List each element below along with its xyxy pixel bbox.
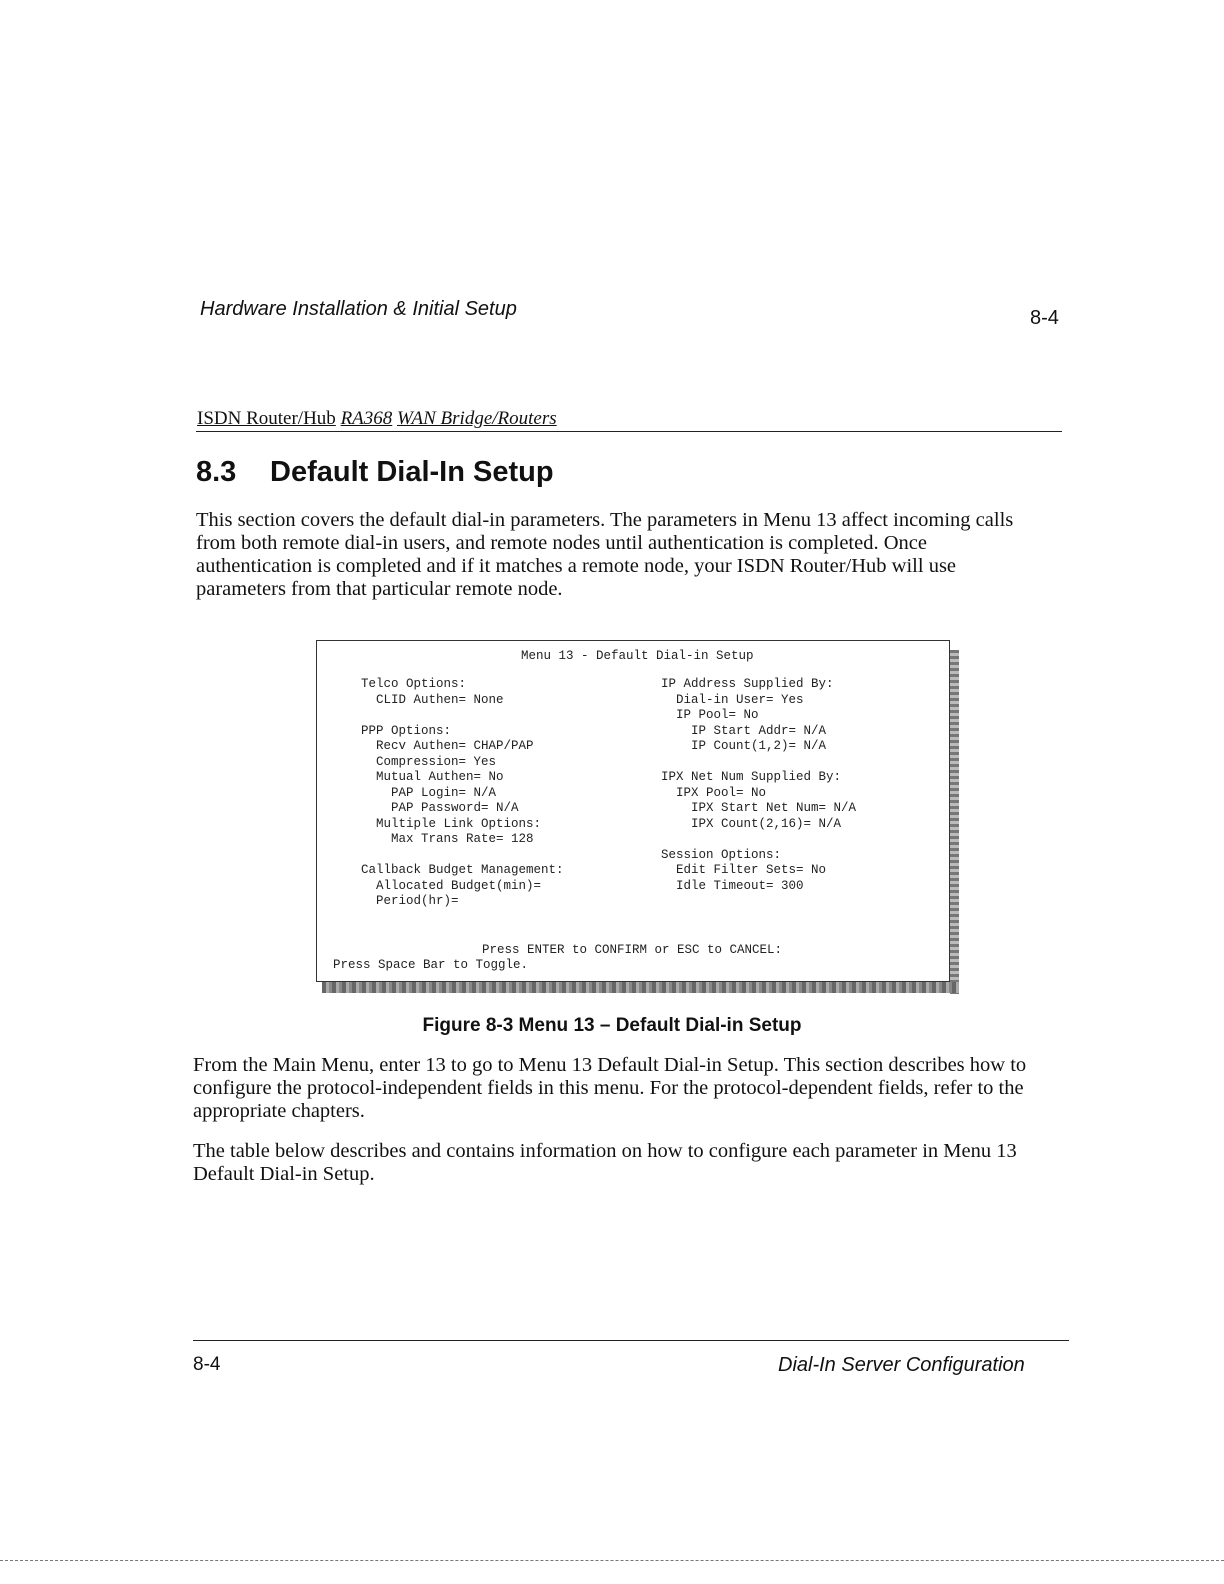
- screen-field-line: Compression= Yes: [361, 754, 497, 769]
- screen-field-line: [361, 708, 564, 724]
- intro-paragraph: This section covers the default dial-in parameters. The parameters in Menu 13 affect incoming calls from both remote dial-in users, and remote nodes until authentication is completed. Once authentication is completed and if it matches a remote node, your ISDN Router/Hub will use parameters from that particular remote node.: [196, 509, 1014, 600]
- footer-rule: [193, 1340, 1069, 1341]
- screen-right-column: [661, 677, 856, 894]
- running-head: [197, 408, 557, 430]
- running-head-product: WAN Bridge/Routers: [397, 408, 557, 429]
- screen-prompt: Press ENTER to CONFIRM or ESC to CANCEL:: [482, 943, 783, 957]
- section-title: Default Dial-In Setup: [270, 456, 554, 488]
- section-number: 8.3: [196, 456, 237, 488]
- scan-edge-line: [0, 1560, 1224, 1561]
- screen-field-line: Max Trans Rate= 128: [361, 832, 534, 846]
- screen-shadow-bottom: [322, 982, 959, 993]
- screen-shadow-right: [950, 650, 959, 994]
- screen-field-line: Session Options:: [661, 847, 782, 862]
- screen-field-line: PPP Options:: [361, 723, 452, 738]
- footer-chapter-title: Dial-In Server Configuration: [778, 1354, 1025, 1376]
- figure-caption: Figure 8-3 Menu 13 – Default Dial-in Setup: [422, 1015, 802, 1036]
- running-head-model: RA368: [340, 408, 393, 429]
- header-rule: [196, 431, 1062, 432]
- screen-field-line: Idle Timeout= 300: [661, 878, 804, 893]
- screen-field-line: Multiple Link Options:: [361, 816, 542, 831]
- page-header-number: 8-4: [1030, 307, 1059, 329]
- body-paragraph-1: From the Main Menu, enter 13 to go to Menu 13 Default Dial-in Setup. This section describes how to configure the protocol-independent fields in this menu. For the protocol-dependent fields, refer to the appropriate chapters.: [193, 1054, 1027, 1122]
- screen-field-line: IP Pool= No: [661, 708, 759, 722]
- screen-field-line: Period(hr)=: [361, 894, 459, 908]
- screen-left-column: [361, 677, 564, 910]
- screen-title: Menu 13 - Default Dial-in Setup: [521, 649, 754, 663]
- section-heading: [196, 456, 554, 489]
- screen-field-line: IPX Net Num Supplied By:: [661, 770, 842, 784]
- screen-field-line: IPX Pool= No: [661, 785, 767, 800]
- screen-field-line: [361, 848, 564, 864]
- body-paragraph-2: The table below describes and contains information on how to configure each parameter in Menu 13 Default Dial-in Setup.: [193, 1140, 1017, 1185]
- screen-field-line: CLID Authen= None: [361, 692, 504, 707]
- screen-field-line: IPX Start Net Num= N/A: [661, 801, 857, 815]
- screen-field-line: [661, 755, 856, 771]
- page-header-title: Hardware Installation & Initial Setup: [200, 298, 517, 320]
- screen-field-line: Telco Options:: [361, 677, 467, 691]
- screen-field-line: Mutual Authen= No: [361, 770, 504, 784]
- screen-toggle-hint: Press Space Bar to Toggle.: [333, 958, 529, 972]
- screen-field-line: [661, 832, 856, 848]
- screen-field-line: Allocated Budget(min)=: [361, 878, 542, 893]
- screen-field-line: IP Address Supplied By:: [661, 677, 834, 691]
- screen-field-line: IP Start Addr= N/A: [661, 723, 827, 738]
- screen-field-line: IPX Count(2,16)= N/A: [661, 816, 842, 831]
- screen-field-line: IP Count(1,2)= N/A: [661, 739, 827, 753]
- menu-13-screen: [316, 640, 950, 982]
- running-head-prefix: ISDN Router/Hub: [197, 408, 336, 429]
- screen-field-line: Callback Budget Management:: [361, 863, 564, 877]
- footer-page-number: 8-4: [193, 1354, 221, 1375]
- screen-field-line: Dial-in User= Yes: [661, 692, 804, 707]
- screen-field-line: PAP Login= N/A: [361, 785, 497, 800]
- screen-field-line: Recv Authen= CHAP/PAP: [361, 739, 534, 753]
- screen-field-line: PAP Password= N/A: [361, 801, 519, 815]
- screen-field-line: Edit Filter Sets= No: [661, 863, 827, 877]
